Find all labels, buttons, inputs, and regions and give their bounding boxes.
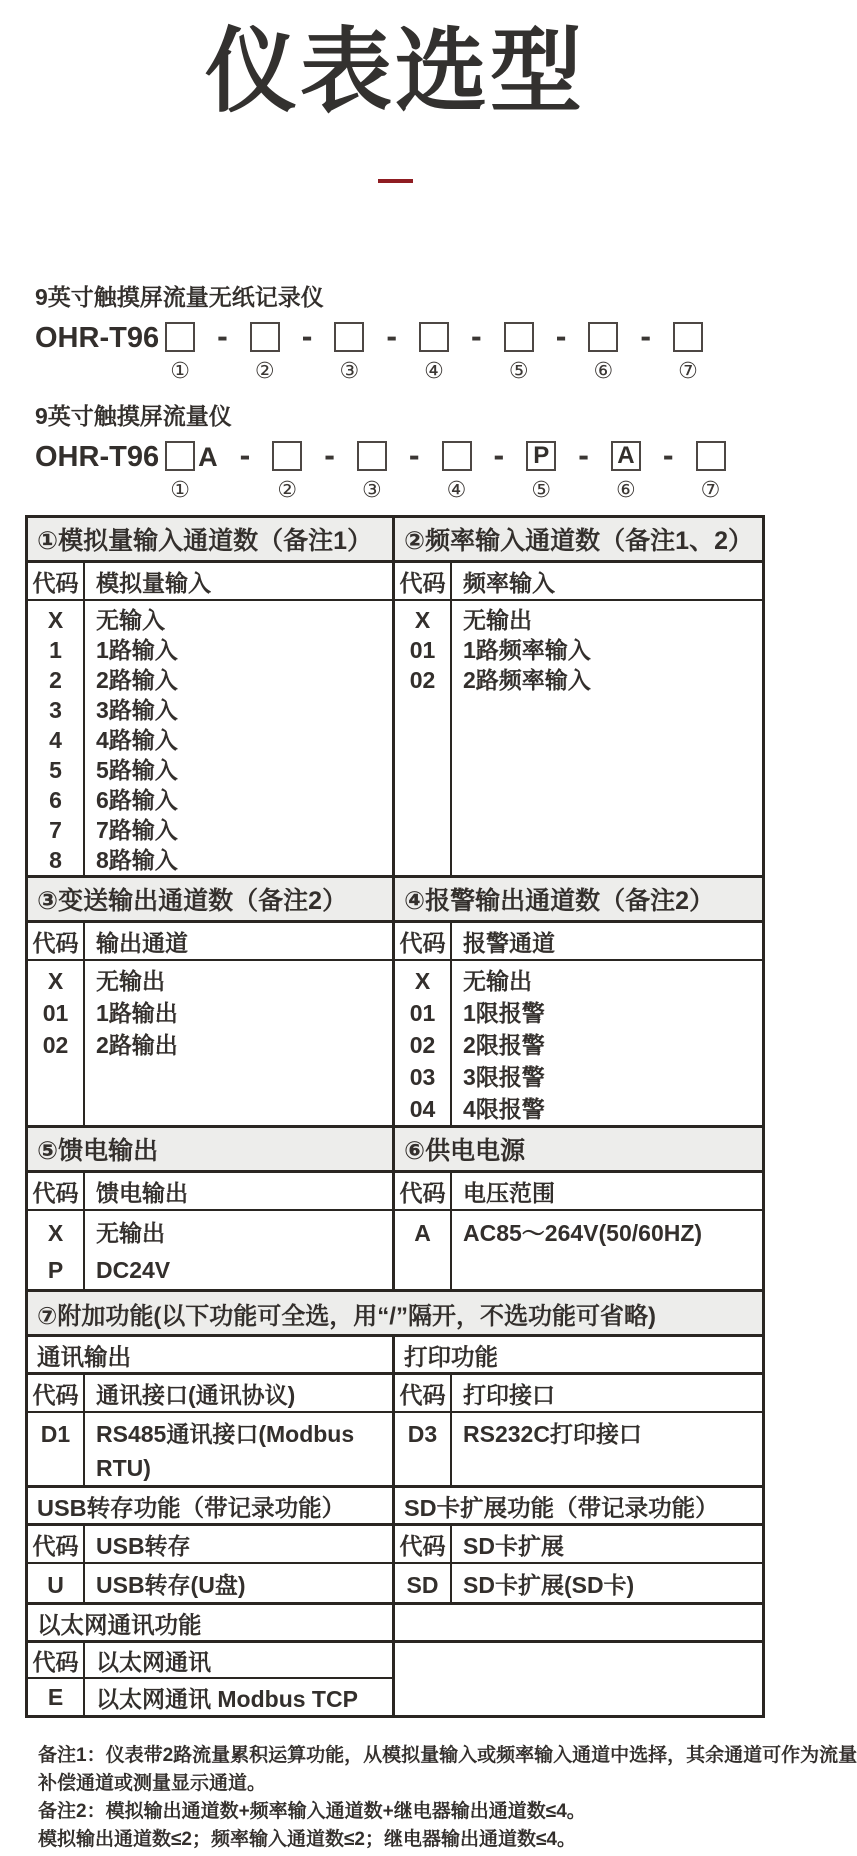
sub-header-band [28,563,762,601]
model-box-column [165,441,195,501]
selection-table [25,515,765,1718]
desc-cell [452,601,762,875]
title-underline-dash [378,179,413,183]
table-row-desc: 以太网通讯 Modbus TCP [96,1685,358,1712]
table-row-code: 03 [409,1064,436,1091]
model-code-box [357,441,387,471]
code-header-cell: 代码 [395,1375,452,1411]
model-slot [302,437,387,503]
sub-header-left [28,563,395,599]
model-code-box [673,322,703,352]
circled-number: ⑥ [615,477,636,503]
section-5-header: ⑤馈电输出 [28,1128,395,1170]
sub-header-band [28,923,762,961]
sub-header-left [28,1173,395,1209]
model-group-flowmeter [35,398,790,501]
sub-header-left [28,923,395,959]
code-header-cell: 代码 [28,1375,85,1411]
section-7-header: ⑦附加功能(以下功能可全选，用“/”隔开，不选功能可省略) [28,1289,762,1337]
model-selection-area [0,279,790,501]
model-code-box [165,322,195,352]
circled-number: ⑤ [531,477,552,503]
table-row-desc: 无输入 [96,607,165,634]
table-row-desc: 2路输入 [96,667,178,694]
circled-number: ② [254,358,275,384]
section-header-band [28,518,762,563]
model-code-box [419,322,449,352]
model-slot [165,322,195,382]
table-row-code: 8 [49,847,62,874]
table-row-code: 01 [409,637,436,664]
table-row [28,1679,392,1715]
desc-header-cell: 以太网通讯 [96,1648,211,1675]
table-row-desc: 2路频率输入 [463,667,591,694]
section-6-header: ⑥供电电源 [404,1137,526,1166]
model-code-box: A [611,441,641,471]
desc-cell [452,961,762,1125]
comm-output-label: 通讯输出 [28,1337,395,1372]
model-code-box [250,322,280,352]
table-row-desc: 2限报警 [463,1032,545,1059]
section-1-header: ①模拟量输入通道数（备注1） [28,518,395,560]
code-cell [28,1413,85,1485]
model-code-line [35,437,790,503]
circled-number: ④ [424,358,444,384]
model-code-box [504,322,534,352]
table-row-desc: 7路输入 [96,817,178,844]
model-slot [449,318,534,384]
empty-cell [395,1605,762,1640]
section-2-header: ②频率输入通道数（备注1、2） [404,527,753,556]
feature-label-band [28,1337,762,1375]
desc-header-cell: 打印接口 [463,1381,555,1408]
print-function-body [395,1413,762,1485]
model-slots [165,437,725,503]
table-row-code: E [28,1679,85,1715]
table-row-code: 02 [409,667,436,694]
table-row-code: P [47,1257,64,1284]
code-cell [28,1211,85,1289]
model-code-box [442,441,472,471]
model-slot [280,318,365,384]
dash-separator: - [324,437,335,474]
feature-label-band [28,1485,762,1526]
circled-number: ③ [339,358,360,384]
model-slot [534,318,619,384]
table-row-code: 02 [42,1032,69,1059]
code-header-cell: 代码 [395,1173,452,1209]
desc-cell [85,1564,392,1602]
code-cell [28,601,85,875]
model-code-box [334,322,364,352]
code-header-cell: 代码 [28,1526,85,1562]
table-row-desc: 8路输入 [96,847,178,874]
model-label: 9英寸触摸屏流量无纸记录仪 [35,284,324,311]
model-slot [387,437,472,503]
model-box-column [334,322,364,382]
circled-number: ④ [446,477,467,503]
code-header-cell: 代码 [28,563,85,599]
circled-number: ⑥ [593,358,614,384]
desc-header-cell: 频率输入 [463,569,555,596]
page-title: 仪表选型 [204,21,585,123]
model-box-column [272,441,302,501]
desc-header-cell: 报警通道 [463,929,555,956]
circled-number: ② [277,477,298,503]
model-box-column [357,441,387,501]
model-slots [165,318,703,384]
table-row-code: 7 [49,817,62,844]
table-row-code: 6 [49,787,62,814]
section-header-band [28,1125,762,1173]
table-row-code: X [47,607,64,634]
table-row-desc: 3路输入 [96,697,178,724]
desc-header-cell: 电压范围 [463,1179,555,1206]
circled-number: ⑤ [508,358,529,384]
sub-header-band [28,1375,762,1413]
code-header-cell: 代码 [395,923,452,959]
table-row-code: 4 [49,727,62,754]
circled-number: ⑦ [678,358,698,384]
dash-separator: - [640,318,652,355]
model-box-column [696,441,726,501]
dash-separator: - [471,318,482,355]
table-row-desc: AC85～264V(50/60HZ) [463,1220,703,1247]
section-3-header: ③变送输出通道数（备注2） [28,878,395,920]
dash-separator: - [578,437,589,474]
table-row-desc: 无输出 [96,1220,165,1247]
desc-header-cell: USB转存 [96,1532,191,1559]
table-row-code: 2 [49,667,62,694]
table-row-desc: 4路输入 [96,727,178,754]
table-row-code: X [414,607,431,634]
note-line: 备注1：仪表带2路流量累积运算功能，从模拟量输入或频率输入通道中选择，其余通道可作为流量 [38,1745,857,1767]
page [0,21,857,1856]
sub-header-band [28,1173,762,1211]
code-cell [28,961,85,1125]
section-body-band [28,961,762,1125]
sub-header-right [395,1375,762,1411]
circled-number: ⑦ [700,477,721,503]
table-row-desc: RS232C打印接口 [463,1421,642,1448]
table-row-desc: RS485通讯接口(Modbus RTU) [96,1421,355,1482]
section-body-band [28,1413,762,1485]
dash-separator: - [493,437,505,474]
section-body-band [28,1211,762,1289]
dash-separator: - [555,318,567,355]
desc-header-cell: 馈电输出 [96,1179,188,1206]
code-header-cell: 代码 [28,1643,85,1677]
model-code-box [696,441,726,471]
model-slot [195,318,280,384]
table-row-code: 01 [409,1000,436,1027]
table-row-code: SD [406,1572,439,1599]
section-header-band [28,875,762,923]
code-cell [395,961,452,1125]
dash-separator: - [408,437,420,474]
code-header-cell: 代码 [395,563,452,599]
model-prefix: OHR-T96 [35,441,160,474]
note-line: 备注2：模拟输出通道数+频率输入通道数+继电器输出通道数≤4。 [38,1801,586,1823]
table-row-code: 04 [409,1096,436,1123]
ethernet-function-label: 以太网通讯功能 [28,1605,395,1640]
model-code-box [588,322,618,352]
desc-header-cell: 通讯接口(通讯协议) [96,1381,296,1408]
table-row-code: U [47,1572,64,1599]
code-header-cell: 代码 [395,1526,452,1562]
ethernet-function-body [28,1643,395,1715]
model-code-box [165,441,195,471]
table-row-desc: 1路输出 [96,1000,178,1027]
model-slot [618,318,703,384]
desc-cell [85,1413,392,1485]
table-row-code: 1 [49,637,62,664]
table-row-code: 01 [42,1000,69,1027]
code-header-cell: 代码 [28,923,85,959]
sub-header-band [28,1526,762,1564]
table-row-desc: 1路频率输入 [463,637,591,664]
table-row-code: X [47,968,64,995]
section-4-body [395,961,762,1125]
table-row-desc: 6路输入 [96,787,178,814]
model-box-column [504,322,534,382]
model-slot [641,437,726,503]
sub-header-left [28,1643,392,1679]
model-code-line [35,318,790,384]
model-slot [218,437,303,503]
model-slot [364,318,449,384]
model-slot [556,437,641,503]
sub-header-left [28,1526,395,1562]
model-box-column [165,322,195,382]
circled-number: ① [170,477,190,503]
table-row-desc: 4限报警 [463,1096,545,1123]
section-body-band [28,1564,762,1602]
desc-header-cell: 模拟量输入 [96,569,211,596]
circled-number: ① [170,358,190,384]
dash-separator: - [662,437,674,474]
table-row-desc: 2路输出 [96,1032,178,1059]
dash-separator: - [217,318,228,355]
circled-number: ③ [362,477,382,503]
dash-separator: - [301,318,313,355]
model-box-column [526,441,556,501]
model-slot [165,441,218,501]
dash-separator: - [386,318,398,355]
table-row-desc: SD卡扩展(SD卡) [463,1572,635,1599]
section-5-body [28,1211,395,1289]
section-1-body [28,601,395,875]
empty-cell [395,1643,762,1715]
comm-output-body [28,1413,395,1485]
desc-cell [452,1564,762,1602]
sd-function-body [395,1564,762,1602]
dash-separator: - [239,437,251,474]
code-cell [395,601,452,875]
note-line: 模拟输出通道数≤2；频率输入通道数≤2；继电器输出通道数≤4。 [38,1829,576,1851]
table-row-code: X [47,1220,64,1247]
code-cell [395,1211,452,1289]
usb-function-label: USB转存功能（带记录功能） [28,1488,395,1523]
section-2-body [395,601,762,875]
code-cell [28,1564,85,1602]
code-header-cell: 代码 [28,1173,85,1209]
table-row-desc: 1限报警 [463,1000,545,1027]
table-row-desc: 无输出 [463,607,532,634]
table-row-desc: 5路输入 [96,757,178,784]
usb-function-body [28,1564,395,1602]
model-box-column [442,441,472,501]
model-slot [472,437,557,503]
desc-cell [85,1211,392,1289]
table-row-desc: 3限报警 [463,1064,545,1091]
table-row-code: 02 [409,1032,436,1059]
section-6-body [395,1211,762,1289]
sub-header-right [395,563,762,599]
table-row-code: 5 [49,757,62,784]
table-row-code: A [414,1220,431,1247]
sub-header-left [28,1375,395,1411]
model-group-recorder [35,279,790,382]
model-code-box [272,441,302,471]
table-row-desc: DC24V [96,1257,171,1284]
model-fixed-letter: A [198,442,218,473]
model-prefix: OHR-T96 [35,322,160,355]
print-function-label: 打印功能 [404,1343,498,1370]
note-line: 补偿通道或测量显示通道。 [38,1773,267,1795]
model-box-column [611,441,641,501]
sd-function-label: SD卡扩展功能（带记录功能） [404,1494,719,1521]
section-body-band [28,601,762,875]
sub-header-right [395,1173,762,1209]
desc-cell [452,1211,762,1289]
table-row-code: 3 [49,697,62,724]
table-row-desc: 1路输入 [96,637,178,664]
sub-header-right [395,923,762,959]
desc-cell [452,1413,762,1485]
table-row-desc: 无输出 [463,968,532,995]
table-row-desc: USB转存(U盘) [96,1572,246,1599]
model-box-column [673,322,703,382]
table-row-desc: 无输出 [96,968,165,995]
model-box-column [588,322,618,382]
feature-label-band [28,1602,762,1643]
model-box-column [419,322,449,382]
section-3-body [28,961,395,1125]
ethernet-section-band [28,1643,762,1715]
table-row-code: D1 [40,1421,71,1448]
model-code-box: P [526,441,556,471]
code-cell [395,1564,452,1602]
desc-header-cell: SD卡扩展 [463,1532,564,1559]
model-box-column [250,322,280,382]
desc-cell [85,601,392,875]
desc-cell [85,961,392,1125]
table-row-code: D3 [407,1421,438,1448]
notes [38,1742,857,1854]
table-row-code: X [414,968,431,995]
desc-header-cell: 输出通道 [96,929,188,956]
section-4-header: ④报警输出通道数（备注2） [404,887,715,916]
model-label: 9英寸触摸屏流量仪 [35,403,232,430]
code-cell [395,1413,452,1485]
sub-header-right [395,1526,762,1562]
